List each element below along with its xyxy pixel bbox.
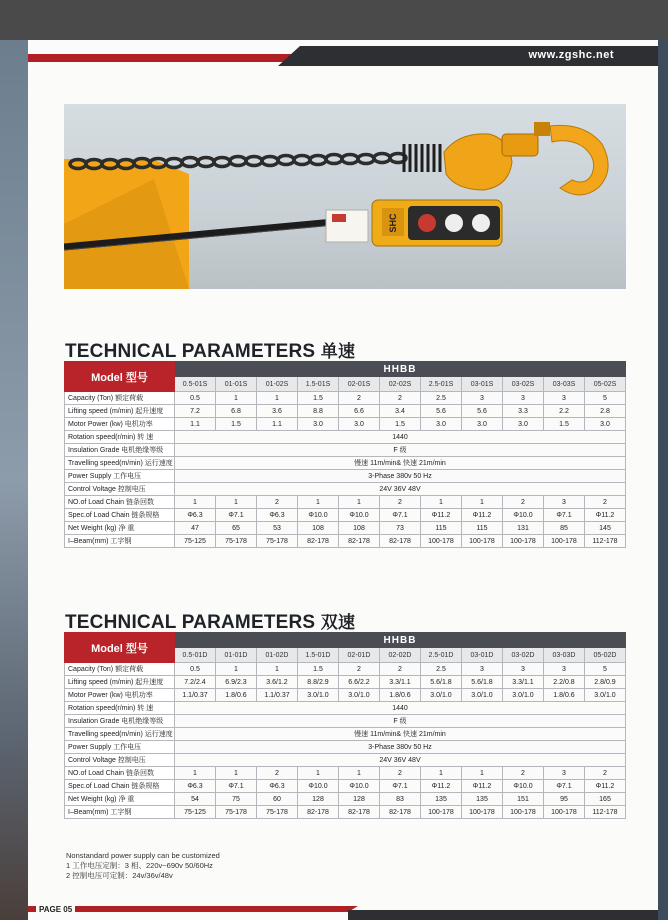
hoist-illustration <box>64 104 626 289</box>
spec-value: 65 <box>216 522 257 535</box>
spec-value: 1.8/0.6 <box>380 689 421 702</box>
spec-value: 3.0 <box>462 418 503 431</box>
spec-value: 8.8/2.9 <box>298 676 339 689</box>
spec-value: 1.5 <box>380 418 421 431</box>
spec-value: 145 <box>585 522 626 535</box>
spec-label: Capacity (Ton) 额定荷载 <box>65 663 175 676</box>
spec-value: 7.2/2.4 <box>175 676 216 689</box>
series-name: HHBB <box>175 362 626 377</box>
catalog-page <box>28 40 658 920</box>
double-title-cn: 双速 <box>320 613 356 632</box>
spec-value: 5.6 <box>421 405 462 418</box>
spec-row <box>65 741 626 754</box>
spec-row <box>65 780 626 793</box>
spec-value: Φ10.0 <box>503 509 544 522</box>
spec-row <box>65 457 626 470</box>
spec-value: 82-178 <box>339 535 380 548</box>
spec-value: 1 <box>257 663 298 676</box>
spec-label: NO.of Load Chain 链条回数 <box>65 767 175 780</box>
spec-value: Φ11.2 <box>462 780 503 793</box>
model-code: 02-02S <box>380 377 421 392</box>
spec-label: NO.of Load Chain 链条回数 <box>65 496 175 509</box>
spec-value: Φ6.3 <box>257 780 298 793</box>
model-code: 03-02S <box>503 377 544 392</box>
spec-value-shared: 慢速 11m/min& 快速 21m/min <box>175 728 626 741</box>
model-code: 03-01D <box>462 648 503 663</box>
spec-value: 3.4 <box>380 405 421 418</box>
spec-value: Φ11.2 <box>462 509 503 522</box>
spec-value: 3.0/1.0 <box>462 689 503 702</box>
spec-value: Φ6.3 <box>175 509 216 522</box>
spec-value: 2 <box>339 663 380 676</box>
double-title-en: TECHNICAL PARAMETERS <box>65 612 316 633</box>
spec-value: 73 <box>380 522 421 535</box>
spec-value: 0.5 <box>175 392 216 405</box>
spec-row <box>65 483 626 496</box>
spec-label: Motor Power (kw) 电机功率 <box>65 689 175 702</box>
spec-value: 108 <box>298 522 339 535</box>
spec-value-shared: F 级 <box>175 444 626 457</box>
series-header-row <box>65 362 626 377</box>
spec-value: 53 <box>257 522 298 535</box>
spec-value: 165 <box>585 793 626 806</box>
spec-value: Φ10.0 <box>298 780 339 793</box>
spec-value: 1 <box>216 496 257 509</box>
spec-row <box>65 444 626 457</box>
spec-label: I–Beam(mm) 工字钢 <box>65 535 175 548</box>
single-title-cn: 单速 <box>320 342 356 361</box>
spec-value: Φ6.3 <box>257 509 298 522</box>
model-code: 01-02S <box>257 377 298 392</box>
spec-label: Rotation speed(r/min) 转 速 <box>65 702 175 715</box>
spec-value: 85 <box>544 522 585 535</box>
spec-label: Capacity (Ton) 额定荷载 <box>65 392 175 405</box>
spec-row <box>65 806 626 819</box>
spec-row <box>65 754 626 767</box>
single-speed-title <box>65 337 355 363</box>
spec-value: 100-178 <box>421 806 462 819</box>
spec-value: 2.5 <box>421 663 462 676</box>
spec-value: 95 <box>544 793 585 806</box>
spec-value: 3 <box>462 392 503 405</box>
spec-value: 1.1/0.37 <box>257 689 298 702</box>
spec-row <box>65 676 626 689</box>
spec-value: 128 <box>339 793 380 806</box>
page-number: PAGE 05 <box>36 905 75 914</box>
spec-value: 1 <box>216 663 257 676</box>
note-line: Nonstandard power supply can be customized <box>66 851 220 860</box>
model-label: Model 型号 <box>65 633 175 663</box>
spec-label: Net Weight (kg) 净 重 <box>65 522 175 535</box>
spec-row <box>65 509 626 522</box>
spec-value: 115 <box>462 522 503 535</box>
spec-value: 3.0 <box>298 418 339 431</box>
spec-value: 75-178 <box>216 535 257 548</box>
model-code: 1.5-01D <box>298 648 339 663</box>
spec-value: Φ10.0 <box>503 780 544 793</box>
spec-value: Φ7.1 <box>380 780 421 793</box>
spec-value: 3 <box>544 767 585 780</box>
spec-value: Φ10.0 <box>298 509 339 522</box>
spec-value: 75 <box>216 793 257 806</box>
series-header-row <box>65 633 626 648</box>
spec-value: 75-125 <box>175 806 216 819</box>
spec-label: Net Weight (kg) 净 重 <box>65 793 175 806</box>
spec-value: 100-178 <box>503 535 544 548</box>
spec-value: 108 <box>339 522 380 535</box>
spec-value: 112-178 <box>585 806 626 819</box>
website-url: www.zgshc.net <box>528 49 614 61</box>
spec-value: 100-178 <box>544 806 585 819</box>
spec-value: Φ7.1 <box>544 780 585 793</box>
spec-value: 1.5 <box>298 392 339 405</box>
spec-value: 82-178 <box>380 806 421 819</box>
scan-border-top <box>0 0 668 40</box>
spec-value-shared: 24V 36V 48V <box>175 483 626 496</box>
spec-value: 3.3/1.1 <box>503 676 544 689</box>
spec-value: Φ7.1 <box>380 509 421 522</box>
spec-value: 131 <box>503 522 544 535</box>
spec-row <box>65 535 626 548</box>
spec-label: Insulation Grade 电机绝缘等级 <box>65 715 175 728</box>
spec-value: 1.8/0.6 <box>544 689 585 702</box>
spec-value-shared: 24V 36V 48V <box>175 754 626 767</box>
spec-value: 3.3 <box>503 405 544 418</box>
spec-value: 3 <box>544 663 585 676</box>
spec-value: 135 <box>462 793 503 806</box>
model-code: 2.5-01D <box>421 648 462 663</box>
header-red-stripe <box>28 54 298 62</box>
spec-value: 47 <box>175 522 216 535</box>
spec-row <box>65 405 626 418</box>
spec-value: 1.5 <box>216 418 257 431</box>
model-code: 02-02D <box>380 648 421 663</box>
spec-label: Spec.of Load Chain 链条规格 <box>65 509 175 522</box>
spec-label: Motor Power (kw) 电机功率 <box>65 418 175 431</box>
spec-row <box>65 715 626 728</box>
spec-value: 0.5 <box>175 663 216 676</box>
spec-value: 1 <box>421 496 462 509</box>
spec-value: 1 <box>216 392 257 405</box>
spec-value: 1 <box>298 496 339 509</box>
spec-value: 8.8 <box>298 405 339 418</box>
spec-value: 83 <box>380 793 421 806</box>
spec-value: 2 <box>503 496 544 509</box>
spec-value: 75-178 <box>257 806 298 819</box>
spec-value: 82-178 <box>380 535 421 548</box>
spec-value: Φ10.0 <box>339 509 380 522</box>
spec-value: 2 <box>380 392 421 405</box>
model-code: 2.5-01S <box>421 377 462 392</box>
spec-value-shared: 1440 <box>175 702 626 715</box>
spec-value: 100-178 <box>503 806 544 819</box>
spec-value: 100-178 <box>544 535 585 548</box>
spec-row <box>65 793 626 806</box>
spec-value: 2 <box>380 767 421 780</box>
spec-value-shared: F 级 <box>175 715 626 728</box>
spec-label: Lifting speed (m/min) 起升速度 <box>65 405 175 418</box>
spec-value: Φ7.1 <box>216 509 257 522</box>
spec-value: 3.0 <box>421 418 462 431</box>
spec-value: 100-178 <box>462 535 503 548</box>
spec-value: 6.9/2.3 <box>216 676 257 689</box>
spec-value: 82-178 <box>339 806 380 819</box>
spec-value: 3.0 <box>585 418 626 431</box>
spec-value: Φ11.2 <box>421 780 462 793</box>
spec-row <box>65 496 626 509</box>
spec-value: 3.6 <box>257 405 298 418</box>
model-code: 01-02D <box>257 648 298 663</box>
spec-value: 3.0 <box>503 418 544 431</box>
spec-label: Control Voltage 控制电压 <box>65 483 175 496</box>
model-code: 02-01S <box>339 377 380 392</box>
model-code: 03-03D <box>544 648 585 663</box>
spec-value: 115 <box>421 522 462 535</box>
spec-value-shared: 3-Phase 380v 50 Hz <box>175 470 626 483</box>
double-speed-title <box>65 608 355 634</box>
spec-value: 1.5 <box>544 418 585 431</box>
model-code: 02-01D <box>339 648 380 663</box>
spec-value: 2.8/0.9 <box>585 676 626 689</box>
spec-value: 135 <box>421 793 462 806</box>
spec-value: Φ6.3 <box>175 780 216 793</box>
spec-value: 3.0/1.0 <box>339 689 380 702</box>
spec-row <box>65 418 626 431</box>
spec-label: Travelling speed(m/min) 运行速度 <box>65 457 175 470</box>
spec-value: Φ7.1 <box>544 509 585 522</box>
spec-value: 2.2/0.8 <box>544 676 585 689</box>
spec-value: 2 <box>339 392 380 405</box>
spec-value: 1.1 <box>175 418 216 431</box>
spec-value: 1.1 <box>257 418 298 431</box>
spec-value: 3.0 <box>339 418 380 431</box>
spec-value: 3.6/1.2 <box>257 676 298 689</box>
spec-label: Lifting speed (m/min) 起升速度 <box>65 676 175 689</box>
spec-value: 100-178 <box>462 806 503 819</box>
spec-label: Power Supply 工作电压 <box>65 470 175 483</box>
scan-border-right <box>658 40 668 920</box>
spec-value: Φ7.1 <box>216 780 257 793</box>
spec-label: Power Supply 工作电压 <box>65 741 175 754</box>
spec-value: 1 <box>462 767 503 780</box>
spec-value: 3 <box>544 496 585 509</box>
spec-value: Φ11.2 <box>421 509 462 522</box>
spec-label: Spec.of Load Chain 链条规格 <box>65 780 175 793</box>
model-code: 01-01S <box>216 377 257 392</box>
spec-value: 1 <box>216 767 257 780</box>
spec-value: 54 <box>175 793 216 806</box>
spec-value: 1 <box>257 392 298 405</box>
notes <box>66 851 220 881</box>
spec-row <box>65 470 626 483</box>
spec-value: 5.6/1.8 <box>421 676 462 689</box>
spec-value: 3.0/1.0 <box>298 689 339 702</box>
spec-row <box>65 431 626 444</box>
series-name: HHBB <box>175 633 626 648</box>
single-title-en: TECHNICAL PARAMETERS <box>65 341 316 362</box>
model-code: 0.5-01D <box>175 648 216 663</box>
spec-row <box>65 663 626 676</box>
double-speed-table <box>64 632 626 819</box>
spec-value: 75-178 <box>216 806 257 819</box>
spec-value: 3.3/1.1 <box>380 676 421 689</box>
pendant-brand: SHC <box>388 213 398 233</box>
spec-row <box>65 522 626 535</box>
spec-value: 5 <box>585 392 626 405</box>
spec-value: 100-178 <box>421 535 462 548</box>
spec-value: 112-178 <box>585 535 626 548</box>
footer-red-stripe <box>28 906 358 912</box>
model-code: 0.5-01S <box>175 377 216 392</box>
model-code: 03-03S <box>544 377 585 392</box>
spec-label: Control Voltage 控制电压 <box>65 754 175 767</box>
model-code: 03-01S <box>462 377 503 392</box>
spec-row <box>65 689 626 702</box>
spec-value-shared: 3-Phase 380v 50 Hz <box>175 741 626 754</box>
spec-label: Travelling speed(m/min) 运行速度 <box>65 728 175 741</box>
spec-value: 1.5 <box>298 663 339 676</box>
spec-value: 6.6/2.2 <box>339 676 380 689</box>
spec-value: 2 <box>257 767 298 780</box>
spec-value: 3.0/1.0 <box>503 689 544 702</box>
spec-value: 6.6 <box>339 405 380 418</box>
spec-value: 5.6/1.8 <box>462 676 503 689</box>
spec-row <box>65 728 626 741</box>
spec-value: Φ10.0 <box>339 780 380 793</box>
spec-row <box>65 767 626 780</box>
model-label: Model 型号 <box>65 362 175 392</box>
spec-value: 1 <box>339 767 380 780</box>
model-code: 01-01D <box>216 648 257 663</box>
spec-value: 3 <box>544 392 585 405</box>
spec-value: 2 <box>503 767 544 780</box>
spec-value: 75-178 <box>257 535 298 548</box>
spec-value: 6.8 <box>216 405 257 418</box>
spec-value-shared: 1440 <box>175 431 626 444</box>
spec-value: 1 <box>298 767 339 780</box>
spec-value: 1 <box>339 496 380 509</box>
spec-value: 2.2 <box>544 405 585 418</box>
footer-dark-band <box>348 910 658 920</box>
spec-value: 5 <box>585 663 626 676</box>
spec-label: Insulation Grade 电机绝缘等级 <box>65 444 175 457</box>
spec-value: 3 <box>462 663 503 676</box>
spec-value: 60 <box>257 793 298 806</box>
model-code: 03-02D <box>503 648 544 663</box>
spec-value: 2 <box>257 496 298 509</box>
spec-value: 2 <box>585 496 626 509</box>
spec-value: 1.8/0.6 <box>216 689 257 702</box>
spec-value: 3 <box>503 392 544 405</box>
model-code: 1.5-01S <box>298 377 339 392</box>
spec-value: 2 <box>380 496 421 509</box>
spec-value: 3.0/1.0 <box>421 689 462 702</box>
spec-value: 5.6 <box>462 405 503 418</box>
spec-value: 2.5 <box>421 392 462 405</box>
model-code: 05-02S <box>585 377 626 392</box>
spec-row <box>65 392 626 405</box>
spec-value: 1 <box>462 496 503 509</box>
spec-value: 75-125 <box>175 535 216 548</box>
spec-value: 1 <box>175 767 216 780</box>
scan-border-left <box>0 40 28 920</box>
spec-value: 1.1/0.37 <box>175 689 216 702</box>
spec-value-shared: 慢速 11m/min& 快速 21m/min <box>175 457 626 470</box>
model-code: 05-02D <box>585 648 626 663</box>
single-speed-table <box>64 361 626 548</box>
spec-label: I–Beam(mm) 工字钢 <box>65 806 175 819</box>
spec-value: 151 <box>503 793 544 806</box>
spec-label: Rotation speed(r/min) 转 速 <box>65 431 175 444</box>
spec-value: 2.8 <box>585 405 626 418</box>
spec-value: Φ11.2 <box>585 780 626 793</box>
spec-value: 2 <box>585 767 626 780</box>
spec-value: 128 <box>298 793 339 806</box>
hoist-photo <box>64 104 626 289</box>
spec-value: 82-178 <box>298 806 339 819</box>
spec-value: 2 <box>380 663 421 676</box>
spec-value: 82-178 <box>298 535 339 548</box>
note-line: 1 工作电压定制：3 相、220v~690v 50/60Hz <box>66 861 213 870</box>
spec-value: 1 <box>421 767 462 780</box>
spec-value: 3.0/1.0 <box>585 689 626 702</box>
spec-value: 7.2 <box>175 405 216 418</box>
spec-value: 1 <box>175 496 216 509</box>
note-line: 2 控制电压可定制：24v/36v/48v <box>66 871 173 880</box>
spec-value: 3 <box>503 663 544 676</box>
spec-value: Φ11.2 <box>585 509 626 522</box>
spec-row <box>65 702 626 715</box>
